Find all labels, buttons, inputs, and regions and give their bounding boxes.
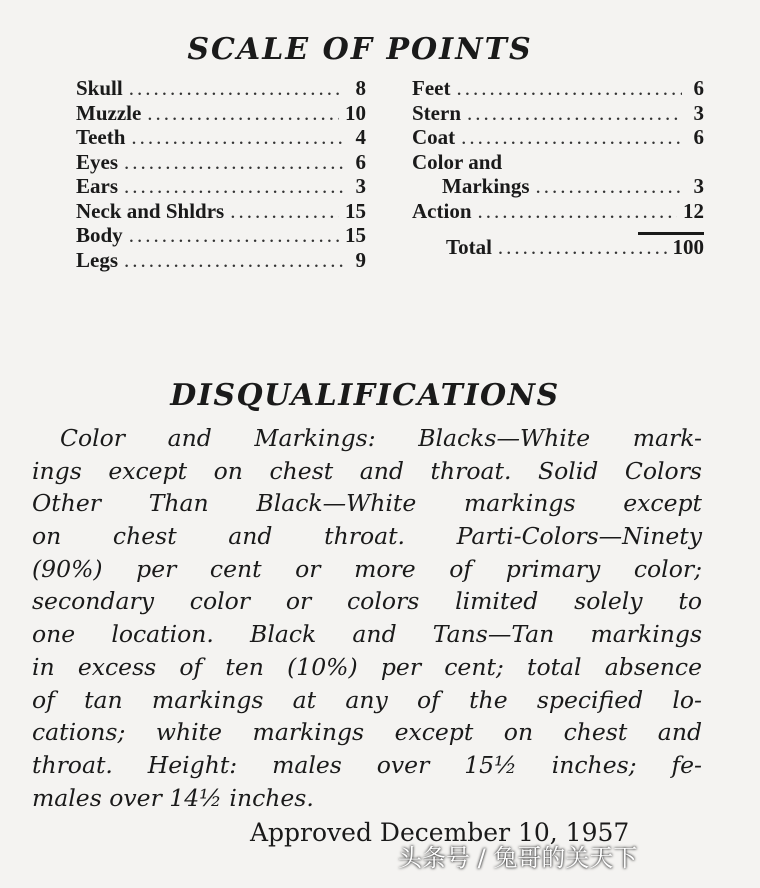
points-label: Legs: [76, 247, 118, 272]
points-row-legs: [76, 248, 366, 273]
total-rule-line: [638, 232, 704, 235]
paragraph-line: secondary color or colors limited solely to: [32, 587, 702, 616]
points-value: 15: [345, 198, 366, 223]
paragraph-line: males over 14½ inches.: [32, 783, 314, 812]
points-value: 6: [693, 125, 704, 149]
disqualifications-heading: DISQUALIFICATIONS: [170, 378, 560, 413]
points-row-color-and: [412, 150, 704, 175]
points-value: 6: [355, 149, 366, 174]
points-label: Skull: [76, 76, 123, 100]
points-row-ears: [76, 174, 366, 199]
paragraph-line: throat. Height: males over 15½ inches; fe-: [32, 750, 702, 779]
points-value: 3: [355, 174, 366, 198]
points-value: 3: [693, 100, 704, 125]
paragraph-line: of tan markings at any of the specified lo-: [32, 685, 702, 714]
points-row-eyes: [76, 150, 366, 175]
disqualifications-paragraph: [32, 422, 702, 814]
scale-of-points-heading: SCALE OF POINTS: [187, 32, 533, 67]
paragraph-line: one location. Black and Tans—Tan markings: [32, 620, 702, 649]
points-label: Markings: [442, 174, 530, 198]
points-value: 4: [355, 125, 366, 149]
points-row-markings: [412, 174, 704, 199]
paragraph-line: on chest and throat. Parti-Colors—Ninety: [32, 522, 702, 551]
points-row-teeth: [76, 125, 366, 150]
points-row-stern: [412, 101, 704, 126]
points-row-feet: [412, 76, 704, 101]
points-row-skull: [76, 76, 366, 101]
points-value: 6: [693, 76, 704, 100]
points-label: Action: [412, 198, 472, 223]
points-value: 9: [355, 247, 366, 272]
points-value: 10: [345, 100, 366, 125]
points-row-action: [412, 199, 704, 224]
points-label: Color and: [412, 149, 503, 174]
points-label: Muzzle: [76, 100, 142, 125]
approval-date: Approved December 10, 1957: [250, 818, 630, 847]
points-row-total: [412, 235, 704, 260]
points-value: 3: [693, 174, 704, 198]
paragraph-line: Other Than Black—White markings except: [32, 489, 702, 518]
points-left-column: [76, 76, 366, 272]
paragraph-line: cations; white markings except on chest and: [32, 718, 702, 747]
points-label: Body: [76, 223, 123, 247]
points-label: Eyes: [76, 149, 118, 174]
points-label: Feet: [412, 76, 451, 100]
points-row-coat: [412, 125, 704, 150]
points-row-body: [76, 223, 366, 248]
total-label: Total: [446, 235, 492, 259]
points-value: 15: [345, 223, 366, 247]
points-label: Ears: [76, 174, 118, 198]
watermark-text: 头条号 / 兔哥的关天下: [398, 844, 638, 872]
paragraph-line: in excess of ten (10%) per cent; total absence: [32, 652, 702, 681]
points-label: Teeth: [76, 125, 126, 149]
paragraph-line: (90%) per cent or more of primary color;: [32, 554, 702, 583]
paragraph-line: ings except on chest and throat. Solid Colors: [32, 456, 702, 485]
total-value: 100: [672, 235, 704, 259]
points-row-muzzle: [76, 101, 366, 126]
paragraph-line: Color and Markings: Blacks—White mark-: [60, 424, 702, 452]
points-row-neck-shoulders: [76, 199, 366, 224]
points-value: 12: [683, 198, 704, 223]
points-value: 8: [355, 76, 366, 100]
points-label: Coat: [412, 125, 456, 149]
points-label: Neck and Shldrs: [76, 198, 225, 223]
points-label: Stern: [412, 100, 461, 125]
